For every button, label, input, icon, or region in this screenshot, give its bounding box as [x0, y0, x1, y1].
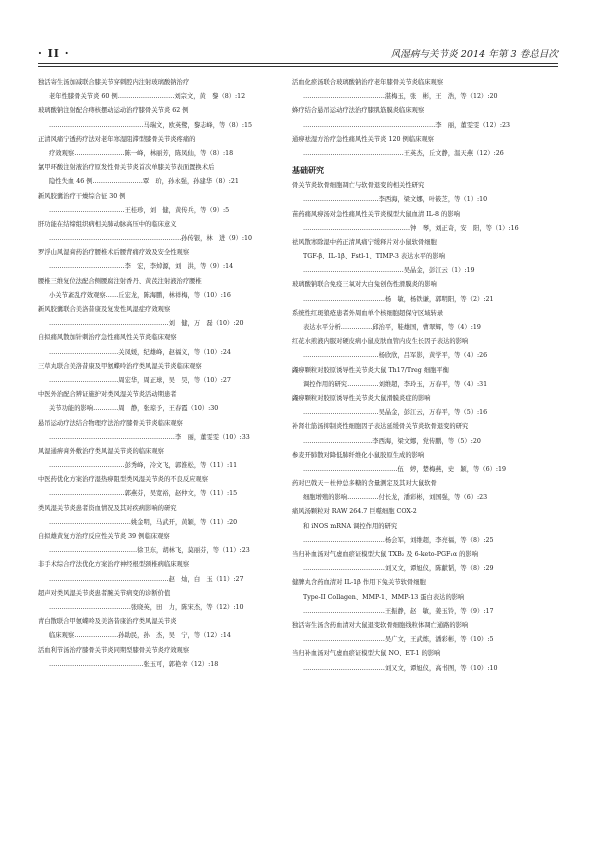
toc-entry-title: 悬吊运动疗法结合物理疗法治疗膝骨关节炎临床观察	[38, 419, 183, 427]
toc-entry-continuation: 疗效观察……………………陈一峰，林丽芳，陈凤仙，等（8）:18	[49, 149, 234, 157]
toc-entry-title: 健脾丸含药血清对 IL-1β 作用下兔关节软骨细胞	[292, 579, 426, 587]
page-header	[38, 38, 558, 60]
toc-entry-continuation: ………………………………………………………李 丽，董雯雯（12）:23	[303, 121, 511, 129]
toc-entry-continuation: …………………………………………王英杰，丘文静，温天燕（12）:26	[303, 149, 504, 157]
toc-entry-continuation: 小关节紊乱疗效观察……丘宏龙，陈海鹏，林祥梅，等（10）:16	[49, 291, 231, 299]
toc-entry-title: 活血化瘀汤联合玻璃酸钠治疗老年膝骨关节炎临床观察	[292, 79, 444, 86]
toc-entry-continuation: …………………………………湛梅玉，张 彬，王 浩，等（12）:20	[303, 93, 498, 101]
toc-entry-continuation: ………………………………彭秀峰，冷文飞，郭淮松，等（11）:11	[49, 462, 238, 470]
toc-entry-title: 风湿通痹膏外敷治疗类风湿关节炎的临床观察	[38, 447, 164, 455]
toc-entry-continuation: …………………………………王振静，赵 敏，姜玉铃，等（9）:17	[303, 607, 494, 615]
toc-entry-continuation: ………………………………杨欣欣，吕军影，黄学平，等（4）:26	[303, 352, 488, 360]
toc-entry-continuation: 和 iNOS mRNA 调控作用的研究	[303, 522, 398, 530]
toc-entry-continuation: ………………………………………马瑞文，欧英鹭，黎志峰，等（8）:15	[49, 121, 253, 129]
toc-entry-title: 系统性红斑狼疮患者外周血单个核细胞超保守区域转录	[292, 309, 444, 317]
toc-entry-continuation: 调控作用的研究……………刘维超，李玲玉，万春平，等（4）:31	[303, 380, 488, 388]
toc-entry-title: 补肾壮筋汤抑制炎性细胞因子表达延缓骨关节炎软骨退变的研究	[292, 423, 469, 431]
toc-entry-continuation: ……………………………………………………李 丽，董雯雯（10）:33	[49, 433, 250, 441]
toc-entry-continuation: 表达水平分析……………邱治平，鞋雄国，曹翠辉，等（4）:19	[303, 324, 481, 331]
toc-entry-continuation: ………………………………王桂珍，刘 健，黄传兵，等（9）:5	[49, 206, 230, 214]
toc-entry-title: 青白散联合甲氨蝶呤及美洛昔康治疗类风湿关节炎	[38, 618, 177, 626]
toc-entry-continuation: ………………………………李 宏，李焯源，刘 洪，等（9）:14	[49, 263, 234, 271]
toc-entry-continuation: …………………………………杨 敏，杨铁谦，郭明阳，等（2）:21	[303, 295, 494, 303]
toc-entry-continuation: …………………………………吴广文，王武炼，潘彩彬，等（10）:5	[303, 636, 494, 644]
toc-entry-continuation: ……………………………………徐卫东，胡林飞，莫丽芬，等（11）:23	[49, 547, 250, 555]
toc-entry-continuation: …………………………………刘又文，谭旭仪，高书图，等（10）:10	[303, 664, 498, 672]
toc-entry-continuation: ……………………………………………钟 琴，刘正奇，安 阳，等（1）:16	[303, 224, 519, 232]
toc-entry-title: 痛风汤颗粒对 RAW 264.7 巨噬细胞 COX-2	[292, 508, 417, 516]
toc-entry-continuation: 关节功能的影响…………周 静，张琼予，王春霞（10）:30	[49, 405, 219, 413]
toc-entry-continuation: …………………………………………吴晶金，彭江云（1）:19	[303, 267, 475, 275]
toc-entry-title: 苗药痛风痹汤对急性痛风性关节炎模型大鼠血清 IL-8 的影响	[292, 210, 460, 218]
toc-entry-title: 自拟雄黄复方治疗反应性关节炎 39 例临床观察	[38, 533, 170, 540]
toc-entry-title: 罗浮山风湿膏药治疗腰椎术后腰背痛疗效及安全性观察	[38, 249, 190, 257]
toc-entry-continuation: ……………………………关凤媛，纪雄峰，赵福义，等（10）:24	[49, 348, 231, 356]
toc-entry-title: 肝功能在结缔组织病相关肺动脉高压中的临床意义	[38, 220, 177, 228]
toc-entry-title: 氯甲环酸注射液治疗原发性骨关节炎首次单膝关节表面置换术后	[38, 164, 215, 172]
toc-entry-title: 当归补血汤对气虚血瘀证模型大鼠 TXB₂ 及 6-keto-PGF₁α 的影响	[292, 551, 479, 558]
toc-entry-title: 蠲痹颗粒对胶原诱导性关节炎大鼠 Th17/Treg 细胞平衡	[292, 366, 450, 374]
toc-entry-continuation: ………………………………………………………孙传银，林 进（9）:10	[49, 235, 253, 243]
toc-entry-title: 自拟痛风散加针刺治疗急性痛风性关节炎临床观察	[38, 334, 177, 342]
toc-entry-title: 祛风散寒除湿中药正清风痛宁缓释片对小鼠软骨细胞	[292, 238, 437, 246]
toc-entry-title: 新风胶囊联合美洛昔康及复发性风湿症疗效观察	[38, 306, 171, 313]
toc-entry-title: 独活寄生汤加减联合膝关节穿刺腔内注射玻璃酸钠治疗	[38, 79, 190, 86]
toc-entry-continuation: 临床观察…………………孙助民，孙 杰，吴 宁，等（12）:14	[49, 632, 231, 640]
page-number: · II ·	[38, 47, 70, 60]
toc-entry-title: 参麦开肺散对降低肺纤维化小鼠胶原生成的影响	[292, 451, 425, 459]
journal-title: 风湿病与关节炎 2014 年第 3 卷总目次	[390, 49, 558, 60]
toc-entry-title: 三草丸联合美洛昔康及甲氨蝶呤治疗类风湿关节炎临床观察	[38, 362, 202, 370]
header-rule-thick	[38, 63, 558, 64]
toc-entry-title: 蠲痹颗粒对胶原诱导性关节炎大鼠滑膜炎症的影响	[292, 394, 431, 402]
toc-entry-continuation: Type-II Collagen、MMP-1、MMP-13 蛋白表达的影响	[303, 593, 465, 601]
toc-entry-title: 中医外治配合辨证施护对类风湿关节炎活动期患者	[38, 391, 177, 399]
toc-column-left	[38, 76, 292, 672]
toc-entry-title: 超声对类风湿关节炎患者腕关节病变的诊断价值	[38, 589, 171, 597]
toc-entry-title: 活血利节汤治疗膝骨关节炎同期型膝骨关节炎疗效观察	[38, 646, 190, 654]
toc-entry-continuation: ………………………………吴晶金，彭江云，万春平，等（5）:16	[303, 409, 488, 417]
toc-entry-continuation: ………………………………………张玉可，郭艳幸（12）:18	[49, 660, 219, 668]
toc-entry-continuation: ………………………………………伍 婷，楚梅燕，史 颖，等（6）:19	[303, 465, 507, 473]
toc-entry-continuation: ……………………………李西海，梁文娜，党传鹏，等（5）:20	[303, 437, 481, 445]
toc-entry-title: 药对巴戟天－杜仲总多糖的含量测定及其对大鼠软骨	[292, 480, 437, 488]
toc-entry-continuation: …………………………………刘又文，谭旭仪，陈献韬，等（8）:29	[303, 565, 494, 573]
toc-column-right	[292, 76, 546, 676]
toc-entry-title: 独活寄生汤含药血清对大鼠退变软骨细胞线粒体凋亡通路的影响	[292, 621, 469, 629]
toc-entry-title: 当归补血汤对气虚血瘀证模型大鼠 NO、ET-1 的影响	[292, 650, 441, 658]
toc-entry-title: 玻璃酸钠联合免疫三氧对大白兔创伤性滑膜炎的影响	[292, 281, 437, 289]
toc-entry-continuation: ………………………………郭燕芬，吴宽裕，赵仲文，等（11）:15	[49, 490, 238, 498]
section-heading: 基础研究	[292, 166, 324, 176]
header-rule-thin	[38, 66, 558, 67]
toc-entry-continuation: …………………………………张晓英，田 力，陈宋杰，等（12）:10	[49, 603, 244, 611]
toc-entry-continuation: ………………………………李西海，梁文娜，叶筱芝，等（1）:10	[303, 196, 488, 204]
toc-entry-continuation: 老年性膝骨关节炎 60 例………………………刘宗文，黄 黎（8）:12	[49, 93, 246, 101]
toc-entry-continuation: …………………………………………………刘 健，万 磊（10）:20	[49, 320, 244, 328]
toc-entry-continuation: ……………………………周宏华，周正球，吴 昊，等（10）:27	[49, 376, 231, 384]
toc-entry-title: 新风胶囊治疗干燥综合征 30 例	[38, 192, 126, 200]
toc-entry-continuation: 隐性失血 46 例……………………覃 玠，孙永强，孙建华（8）:21	[49, 178, 239, 186]
toc-entry-title: 中医药优化方案治疗湿热痹阻型类风湿关节炎的不良反应观察	[38, 476, 209, 484]
toc-entry-continuation: TGF-β、IL-1β、Fstl-1、TIMP-3 表达水平的影响	[303, 253, 445, 261]
toc-entry-continuation: …………………………………………………赵 灿，白 玉（11）:27	[49, 575, 244, 583]
toc-entry-title: 红花水煎液内服对硬皮病小鼠皮肤血管内皮生长因子表达的影响	[292, 338, 469, 346]
toc-entry-title: 腰椎三维复位法配合侧腰腐注射香丹、黄芪注射液治疗腰椎	[38, 277, 202, 285]
toc-entry-title: 蜂疗结合悬吊运动疗法治疗膝肌筋膜炎临床观察	[292, 107, 425, 115]
toc-entry-title: 非手术综合疗法优化方案治疗神经根型颈椎病临床观察	[38, 561, 190, 569]
toc-entry-title: 骨关节炎软骨细胞凋亡与软骨退变的相关性研究	[292, 182, 425, 190]
toc-entry-continuation: …………………………………杨会军，刘维超，李亮福，等（8）:25	[303, 536, 494, 544]
toc-entry-continuation: 细胞增殖的影响……………付长龙，潘彩彬，刘国强，等（6）:23	[303, 494, 488, 502]
toc-entry-title: 通痹祛湿方治疗急性痛风性关节炎 120 例临床观察	[292, 135, 434, 143]
toc-entry-title: 正清风痛宁透药疗法对老年寒湿阻滞型膝骨关节炎疼痛的	[38, 135, 196, 143]
toc-entry-title: 玻璃酸钠注射配合痔核摆动运动治疗膝骨关节炎 62 例	[38, 107, 189, 115]
toc-entry-title: 类风湿关节炎患者资血情况及其对疾病影响的研究	[38, 504, 177, 512]
toc-entry-continuation: …………………………………姚金明，马武开，黄颖，等（11）:20	[49, 518, 238, 526]
